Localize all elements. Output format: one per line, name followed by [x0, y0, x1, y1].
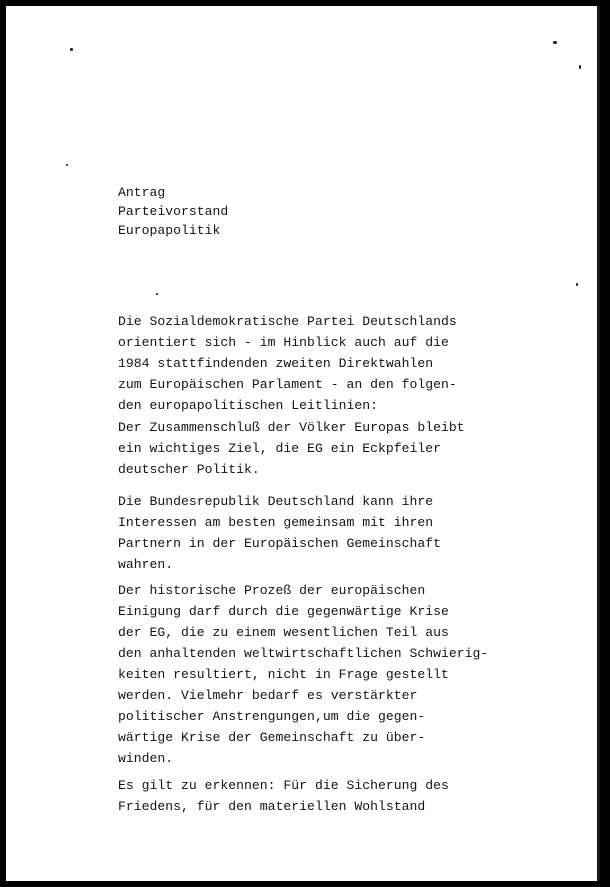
scan-speck: [156, 293, 158, 295]
text-line: Friedens, für den materiellen Wohlstand: [118, 799, 426, 814]
text-line: winden.: [118, 751, 174, 766]
text-line: Der Zusammenschluß der Völker Europas bleibt: [118, 420, 465, 435]
text-line: den anhaltenden weltwirtschaftlichen Schwierig-: [118, 646, 489, 661]
text-line: werden. Vielmehr bedarf es verstärkter: [118, 688, 418, 703]
text-line: keiten resultiert, nicht in Frage gestellt: [118, 667, 449, 682]
text-line: Einigung darf durch die gegenwärtige Krise: [118, 604, 449, 619]
header-block: [6, 6, 600, 238]
text-line: der EG, die zu einem wesentlichen Teil aus: [118, 625, 449, 640]
text-line: deutscher Politik.: [118, 462, 260, 477]
scan-speck: [576, 283, 578, 286]
text-line: ein wichtiges Ziel, die EG ein Eckpfeiler: [118, 441, 441, 456]
scan-speck: [66, 164, 68, 166]
page-edge-shadow: [597, 6, 600, 881]
text-line: wärtige Krise der Gemeinschaft zu über-: [118, 730, 426, 745]
document-page: [6, 6, 600, 881]
text-line: Es gilt zu erkennen: Für die Sicherung des: [118, 778, 449, 793]
text-line: politischer Anstrengungen,um die gegen-: [118, 709, 426, 724]
text-line: Interessen am besten gemeinsam mit ihren: [118, 515, 434, 530]
text-line: den europapolitischen Leitlinien:: [118, 398, 378, 413]
header-line-europapolitik: Europapolitik: [118, 223, 221, 238]
text-line: Partnern in der Europäischen Gemeinschaft: [118, 536, 441, 551]
header-line-parteivorstand: Parteivorstand: [118, 204, 229, 219]
text-line: orientiert sich - im Hinblick auch auf die: [118, 335, 449, 350]
text-line: 1984 stattfindenden zweiten Direktwahlen: [118, 356, 434, 371]
text-line: Der historische Prozeß der europäischen: [118, 583, 426, 598]
text-line: Die Bundesrepublik Deutschland kann ihre: [118, 494, 434, 509]
scan-speck: [579, 65, 581, 69]
text-line: zum Europäischen Parlament - an den folgen-: [118, 377, 457, 392]
header-line-antrag: Antrag: [118, 185, 166, 200]
text-line: wahren.: [118, 557, 174, 572]
scan-speck: [553, 41, 557, 44]
scan-speck: [70, 48, 73, 51]
text-line: Die Sozialdemokratische Partei Deutschlands: [118, 314, 457, 329]
body-text: [6, 81, 600, 814]
